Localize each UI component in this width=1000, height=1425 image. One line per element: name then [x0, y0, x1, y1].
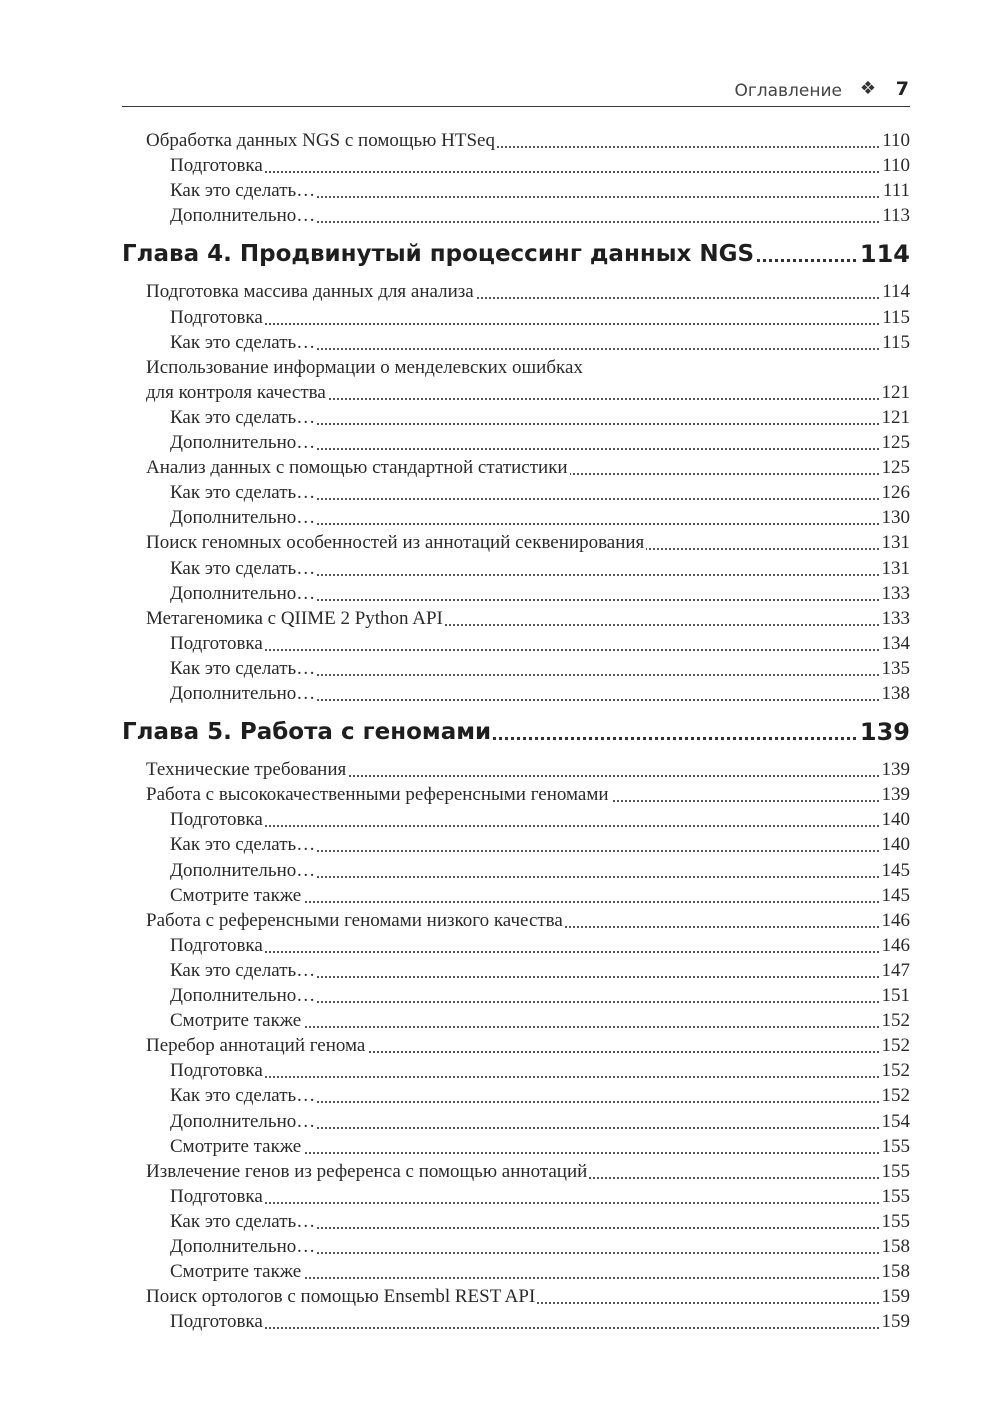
toc-subsection[interactable]	[170, 430, 910, 456]
toc-subsection[interactable]	[170, 1058, 910, 1084]
toc-entry-title: Дополнительно…	[170, 205, 316, 227]
toc-page-number: 139	[857, 715, 910, 749]
toc-section[interactable]	[146, 606, 910, 632]
toc-section[interactable]	[146, 1284, 910, 1310]
toc-section[interactable]	[146, 757, 910, 783]
toc-entry-title: Как это сделать…	[170, 834, 316, 856]
toc-entry-title: Как это сделать…	[170, 657, 316, 679]
toc-page-number: 126	[879, 480, 911, 506]
toc-page-number: 121	[879, 405, 911, 431]
toc-page-number: 152	[879, 1033, 911, 1059]
toc-page-number: 151	[879, 983, 911, 1009]
toc-page-number: 155	[879, 1159, 911, 1185]
toc-subsection[interactable]	[170, 581, 910, 607]
dot-leader	[170, 323, 910, 325]
toc-page-number: 113	[879, 203, 910, 229]
toc-subsection[interactable]	[170, 480, 910, 506]
toc-subsection[interactable]	[170, 958, 910, 984]
toc-subsection[interactable]	[170, 556, 910, 582]
toc-entry-title: Как это сделать…	[170, 331, 316, 353]
toc-page-number: 111	[880, 178, 910, 204]
toc-entry-title: Дополнительно…	[170, 582, 316, 604]
toc-entry-title: Дополнительно…	[170, 859, 316, 881]
toc-subsection[interactable]	[170, 933, 910, 959]
toc-page-number: 154	[879, 1109, 911, 1135]
toc-entry-title: Дополнительно…	[170, 1110, 316, 1132]
toc-page-number: 152	[879, 1058, 911, 1084]
toc-entry-title: Перебор аннотаций генома	[146, 1035, 366, 1057]
toc-entry-title: Поиск геномных особенностей из аннотаций секвенирования	[146, 532, 645, 554]
toc-entry-title: Дополнительно…	[170, 432, 316, 453]
toc-subsection[interactable]	[170, 1008, 910, 1034]
toc-page-number: 125	[879, 455, 911, 481]
toc-page-number: 135	[879, 656, 911, 682]
toc-entry-title: Обработка данных NGS с помощью HTSeq	[146, 130, 495, 151]
toc-page-number: 110	[879, 128, 910, 154]
toc-page-number: 138	[879, 681, 911, 707]
dot-leader	[170, 1202, 910, 1204]
toc-entry-title: Подготовка	[170, 1311, 263, 1333]
toc-subsection[interactable]	[170, 1083, 910, 1109]
toc-page-number: 125	[879, 430, 911, 456]
toc-entry-title: Метагеномика с QIIME 2 Python API	[146, 607, 443, 629]
toc-subsection[interactable]	[170, 203, 910, 229]
running-title: Оглавление	[734, 81, 842, 101]
toc-subsection[interactable]	[170, 858, 910, 884]
toc-entry-title: Подготовка	[170, 1060, 263, 1082]
toc-subsection[interactable]	[170, 153, 910, 179]
toc-subsection[interactable]	[170, 178, 910, 204]
dot-leader	[170, 649, 910, 651]
toc-subsection[interactable]	[170, 807, 910, 833]
toc-entry-title: Как это сделать…	[170, 557, 316, 579]
toc-page-number: 158	[879, 1234, 911, 1260]
toc-page-number: 114	[857, 237, 910, 271]
toc-page-number: 115	[879, 305, 910, 331]
toc-subsection[interactable]	[170, 832, 910, 858]
toc-page-number: 131	[879, 556, 911, 582]
toc-entry-title: Подготовка	[170, 809, 263, 831]
toc-entry-title: Технические требования	[146, 759, 347, 781]
toc-entry-title: Дополнительно…	[170, 1236, 316, 1257]
toc-entry-title: Подготовка	[170, 306, 263, 328]
dot-leader	[170, 171, 910, 173]
toc-subsection[interactable]	[170, 883, 910, 909]
dot-leader	[170, 825, 910, 827]
toc-section[interactable]	[146, 128, 910, 154]
toc-page-number: 115	[879, 330, 910, 356]
toc-subsection[interactable]	[170, 656, 910, 682]
toc-page-number: 146	[879, 933, 911, 959]
toc-page-number: 155	[879, 1209, 911, 1235]
toc-entry-title: Как это сделать…	[170, 482, 316, 504]
toc-page-number: 152	[879, 1083, 911, 1109]
toc-page-number: 145	[879, 858, 911, 884]
toc-page-number: 145	[879, 883, 911, 909]
toc-entry-title: Извлечение генов из референса с помощью аннотаций	[146, 1160, 588, 1182]
toc-entry-title: Подготовка	[170, 934, 263, 956]
dot-leader	[170, 1076, 910, 1078]
toc-page-number: 110	[879, 153, 910, 179]
toc-subsection[interactable]	[170, 505, 910, 531]
toc-subsection[interactable]	[170, 1109, 910, 1135]
toc-page-number: 130	[879, 505, 911, 531]
toc-entry-title: Работа с высококачественными референсными геномами	[146, 784, 609, 806]
toc-entry-title: Смотрите также	[170, 1135, 302, 1157]
toc-entry-title: Как это сделать…	[170, 406, 316, 428]
toc-page-number: 159	[879, 1309, 911, 1335]
dot-leader	[170, 1327, 910, 1329]
toc-entry-title: Глава 5. Работа с геномами	[122, 719, 492, 746]
toc-subsection[interactable]	[170, 1184, 910, 1210]
toc-page-number: 131	[879, 530, 911, 556]
toc-page-number: 155	[879, 1184, 911, 1210]
toc-subsection[interactable]	[170, 1209, 910, 1235]
toc-entry-title: Как это сделать…	[170, 180, 316, 202]
toc-page-number: 155	[879, 1134, 911, 1160]
toc-page-number: 146	[879, 908, 911, 934]
toc-subsection[interactable]	[170, 1259, 910, 1285]
toc-entry-title: Дополнительно…	[170, 985, 316, 1006]
toc-entry-title: Подготовка	[170, 1185, 263, 1207]
toc-subsection[interactable]	[170, 1309, 910, 1335]
toc-section[interactable]	[146, 908, 910, 934]
toc-entry-title: Поиск ортологов с помощью Ensembl REST API	[146, 1286, 536, 1308]
toc-section[interactable]	[146, 279, 910, 305]
toc-entry-title: Подготовка	[170, 632, 263, 654]
toc-entry-title: Смотрите также	[170, 1261, 302, 1283]
toc-entry-title: Подготовка массива данных для анализа	[146, 281, 474, 303]
toc-subsection[interactable]	[170, 405, 910, 431]
toc-section[interactable]	[146, 782, 910, 808]
toc-entry-title: Использование информации о менделевских ошибках	[146, 356, 583, 378]
toc-entry-title: Смотрите также	[170, 884, 302, 906]
toc-entry-title: для контроля качества	[146, 381, 326, 403]
toc-page-number: 133	[879, 606, 911, 632]
toc-section[interactable]	[146, 1159, 910, 1185]
toc-subsection[interactable]	[170, 631, 910, 657]
page-header	[122, 76, 910, 107]
toc-page-number: 159	[879, 1284, 911, 1310]
toc-page-number: 152	[879, 1008, 911, 1034]
toc-section[interactable]	[146, 455, 910, 481]
toc-chapter[interactable]	[122, 237, 910, 271]
toc-subsection[interactable]	[170, 1134, 910, 1160]
toc-entry-title: Как это сделать…	[170, 1085, 316, 1107]
toc-subsection[interactable]	[170, 330, 910, 356]
toc-entry-title: Как это сделать…	[170, 1210, 316, 1232]
toc-page-number: 140	[879, 807, 911, 833]
toc-subsection[interactable]	[170, 681, 910, 707]
ornament-icon: ❖	[859, 78, 876, 99]
toc-entry-title: Дополнительно…	[170, 683, 316, 704]
toc-section[interactable]	[146, 380, 910, 406]
toc-subsection[interactable]	[170, 983, 910, 1009]
toc-entry-title: Смотрите также	[170, 1010, 302, 1032]
toc-entry-title: Анализ данных с помощью стандартной статистики	[146, 457, 568, 479]
toc-page-number: 114	[879, 279, 910, 305]
toc-subsection[interactable]	[170, 305, 910, 331]
toc-section[interactable]	[146, 1033, 910, 1059]
toc-entry-title: Работа с референсными геномами низкого качества	[146, 909, 563, 931]
dot-leader	[170, 951, 910, 953]
toc-entry-title: Как это сделать…	[170, 959, 316, 981]
toc-page-number: 133	[879, 581, 911, 607]
toc-entry-title: Подготовка	[170, 155, 263, 177]
toc-page-number: 140	[879, 832, 911, 858]
toc-page-number: 139	[879, 757, 911, 783]
toc-page-number: 134	[879, 631, 911, 657]
toc-section[interactable]	[146, 355, 583, 381]
toc-page-number: 147	[879, 958, 911, 984]
page-number: 7	[895, 78, 909, 100]
toc-entry-title: Дополнительно…	[170, 507, 316, 529]
toc-chapter[interactable]	[122, 715, 910, 749]
toc-section[interactable]	[146, 530, 910, 556]
toc-page-number: 139	[879, 782, 911, 808]
toc-page-number: 158	[879, 1259, 911, 1285]
toc-subsection[interactable]	[170, 1234, 910, 1260]
toc-entry-title: Глава 4. Продвинутый процессинг данных NGS	[122, 241, 755, 268]
toc-page-number: 121	[879, 380, 911, 406]
